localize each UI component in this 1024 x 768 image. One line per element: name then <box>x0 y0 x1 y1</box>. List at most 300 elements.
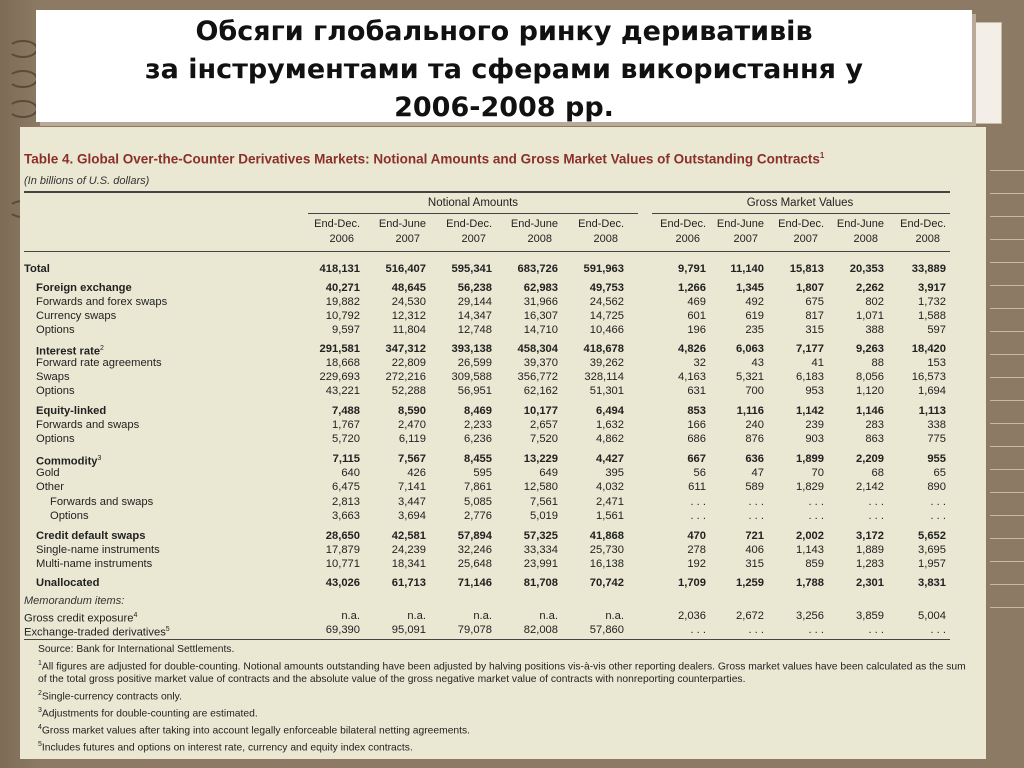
table-cell: 18,668 <box>325 357 360 369</box>
row-label: Total <box>24 263 50 275</box>
table-row <box>20 509 986 523</box>
row-label: Credit default swaps <box>36 530 146 542</box>
column-header-period: End-Dec. <box>446 218 492 230</box>
table-cell: 7,488 <box>332 405 360 417</box>
table-cell: 516,407 <box>385 263 426 275</box>
table-cell: 6,183 <box>796 371 824 383</box>
table-cell: 597 <box>927 324 946 336</box>
table-cell: 3,172 <box>856 530 884 542</box>
column-header-year: 2007 <box>461 233 486 245</box>
table-cell: 859 <box>805 558 824 570</box>
table-cell: 469 <box>687 296 706 308</box>
table-cell: 69,390 <box>325 624 360 636</box>
table-cell: n.a. <box>407 610 426 622</box>
column-header <box>644 217 706 247</box>
table-cell: . . . <box>690 510 706 522</box>
table-cell: 686 <box>687 433 706 445</box>
footnote: Source: Bank for International Settlements. <box>38 644 235 655</box>
table-cell: 4,032 <box>596 481 624 493</box>
table-row <box>20 495 986 509</box>
table-cell: 8,590 <box>398 405 426 417</box>
table-cell: 7,177 <box>796 343 824 355</box>
table-cell: 1,588 <box>918 310 946 322</box>
slide-title-line: Обсяги глобального ринку деривативів <box>195 16 813 47</box>
table-cell: n.a. <box>341 610 360 622</box>
column-header-year: 2006 <box>329 233 354 245</box>
row-label: Forward rate agreements <box>36 357 162 369</box>
table-cell: 9,791 <box>678 263 706 275</box>
row-label: Interest rate$^2$ <box>36 345 104 358</box>
column-header <box>762 217 824 247</box>
table-cell: 25,730 <box>589 544 624 556</box>
table-cell: 240 <box>745 419 764 431</box>
table-cell: 315 <box>745 558 764 570</box>
table-cell: 395 <box>605 467 624 479</box>
table-cell: 418,678 <box>583 343 624 355</box>
column-header-year: 2007 <box>793 233 818 245</box>
table-cell: 22,809 <box>391 357 426 369</box>
column-header <box>430 217 492 247</box>
row-label: Foreign exchange <box>36 282 132 294</box>
table-cell: 876 <box>745 433 764 445</box>
column-header-period: End-June <box>836 218 884 230</box>
table-cell: 18,341 <box>391 558 426 570</box>
table-cell: . . . <box>748 624 764 636</box>
slide-title-line: 2006-2008 рр. <box>394 92 614 123</box>
table-cell: 492 <box>745 296 764 308</box>
table-notes <box>24 643 974 755</box>
column-header-year: 2008 <box>915 233 940 245</box>
table-cell: 56 <box>693 467 706 479</box>
table-row <box>20 576 986 590</box>
table-cell: 1,345 <box>736 282 764 294</box>
table-cell: 1,071 <box>856 310 884 322</box>
table-cell: 5,019 <box>530 510 558 522</box>
table-cell: . . . <box>868 510 884 522</box>
table-cell: 5,085 <box>464 496 492 508</box>
table-row <box>20 480 986 494</box>
table-cell: 1,116 <box>736 405 764 417</box>
table-cell: . . . <box>808 496 824 508</box>
group-header-notional: Notional Amounts <box>427 197 519 209</box>
column-header <box>562 217 624 247</box>
table-cell: 49,753 <box>589 282 624 294</box>
table-cell: 5,652 <box>918 530 946 542</box>
table-cell: 3,859 <box>856 610 884 622</box>
table-cell: 953 <box>805 385 824 397</box>
column-header <box>298 217 360 247</box>
table-row <box>20 323 986 337</box>
table-cell: 3,917 <box>918 282 946 294</box>
table-cell: 71,146 <box>457 577 492 589</box>
table-cell: 32,246 <box>457 544 492 556</box>
table-cell: 17,879 <box>325 544 360 556</box>
table-cell: 903 <box>805 433 824 445</box>
table-cell: 9,597 <box>332 324 360 336</box>
table-cell: 70,742 <box>589 577 624 589</box>
table-cell: 863 <box>865 433 884 445</box>
table-cell: 3,447 <box>398 496 426 508</box>
table-cell: 4,826 <box>678 343 706 355</box>
table-cell: 278 <box>687 544 706 556</box>
table-cell: n.a. <box>473 610 492 622</box>
table-cell: 10,792 <box>325 310 360 322</box>
table-cell: 68 <box>871 467 884 479</box>
table-cell: 48,645 <box>391 282 426 294</box>
table-cell: 5,004 <box>918 610 946 622</box>
table-cell: 4,862 <box>596 433 624 445</box>
row-label: Options <box>50 510 89 522</box>
decorative-swirl <box>8 40 38 58</box>
table-cell: 1,142 <box>796 405 824 417</box>
decorative-swirl <box>8 100 38 118</box>
table-cell: . . . <box>808 624 824 636</box>
table-cell: 1,632 <box>596 419 624 431</box>
footnote: $^1$All figures are adjusted for double-counting. Notional amounts outstanding have been adjusted by halving positions vis-à-vis other reporting dealers. Gross market values have been calculated as the sum of the total gross positive market value of contracts and the absolute value of the gross negative market value of contracts with nonreporting counterparties. <box>38 659 966 686</box>
table-cell: 601 <box>687 310 706 322</box>
table-cell: 82,008 <box>523 624 558 636</box>
table-cell: 8,469 <box>464 405 492 417</box>
table-bottom-rule <box>24 639 950 640</box>
column-header-period: End-Dec. <box>778 218 824 230</box>
table-cell: 426 <box>407 467 426 479</box>
footnote: $^3$Adjustments for double-counting are estimated. <box>38 706 258 720</box>
row-label: Gold <box>36 467 60 479</box>
table-cell: . . . <box>868 496 884 508</box>
footnote: $^5$Includes futures and options on interest rate, currency and equity index contracts. <box>38 740 413 754</box>
column-header-period: End-Dec. <box>314 218 360 230</box>
title-card <box>36 10 972 122</box>
table-cell: 619 <box>745 310 764 322</box>
column-header <box>822 217 884 247</box>
table-row <box>20 309 986 323</box>
table-cell: 328,114 <box>584 371 624 383</box>
table-cell: 16,573 <box>911 371 946 383</box>
row-label: Other <box>36 481 64 493</box>
table-cell: 57,860 <box>589 624 624 636</box>
column-header-period: End-Dec. <box>900 218 946 230</box>
table-row <box>20 529 986 543</box>
table-row <box>20 342 986 356</box>
row-label: Unallocated <box>36 577 100 589</box>
header-bottom-rule <box>24 251 950 252</box>
table-cell: 10,177 <box>523 405 558 417</box>
row-label: Multi-name instruments <box>36 558 153 570</box>
table-cell: 1,259 <box>736 577 764 589</box>
derivatives-table <box>20 127 986 759</box>
table-cell: 2,002 <box>796 530 824 542</box>
table-cell: 283 <box>865 419 884 431</box>
table-cell: 1,561 <box>596 510 624 522</box>
column-header-year: 2007 <box>733 233 758 245</box>
column-header-period: End-Dec. <box>660 218 706 230</box>
table-cell: 11,140 <box>730 263 764 275</box>
table-cell: 62,162 <box>523 385 558 397</box>
column-header <box>496 217 558 247</box>
table-cell: 166 <box>687 419 706 431</box>
table-cell: 2,657 <box>530 419 558 431</box>
table-cell: 47 <box>751 467 764 479</box>
decorative-swirl <box>8 70 38 88</box>
table-cell: 51,301 <box>589 385 624 397</box>
column-header-period: End-Dec. <box>578 218 624 230</box>
table-cell: 25,648 <box>457 558 492 570</box>
table-cell: 43,221 <box>325 385 360 397</box>
table-cell: 1,732 <box>918 296 946 308</box>
table-cell: 235 <box>745 324 764 336</box>
table-cell: 890 <box>927 481 946 493</box>
table-cell: n.a. <box>605 610 624 622</box>
column-header-period: End-June <box>510 218 558 230</box>
table-cell: 2,233 <box>464 419 492 431</box>
table-cell: 2,262 <box>856 282 884 294</box>
table-cell: 15,813 <box>789 263 824 275</box>
table-cell: 39,370 <box>523 357 558 369</box>
table-cell: 10,771 <box>325 558 360 570</box>
table-cell: . . . <box>748 496 764 508</box>
memorandum-title: Memorandum items: <box>24 595 125 607</box>
table-row <box>20 262 986 276</box>
row-label: Options <box>36 324 75 336</box>
table-cell: 11,804 <box>392 324 426 336</box>
table-cell: 40,271 <box>325 282 360 294</box>
table-cell: 3,695 <box>918 544 946 556</box>
column-header-period: End-June <box>716 218 764 230</box>
table-cell: 24,530 <box>391 296 426 308</box>
table-cell: 6,494 <box>596 405 624 417</box>
table-cell: 79,078 <box>457 624 492 636</box>
table-cell: 2,470 <box>398 419 426 431</box>
table-cell: 7,561 <box>530 496 558 508</box>
table-cell: 817 <box>805 310 824 322</box>
table-row <box>20 281 986 295</box>
table-row <box>20 543 986 557</box>
table-cell: . . . <box>808 510 824 522</box>
table-cell: 1,146 <box>856 405 884 417</box>
table-cell: 14,710 <box>523 324 558 336</box>
footnote: $^4$Gross market values after taking into account legally enforceable bilateral netting agreements. <box>38 723 471 737</box>
table-cell: 470 <box>687 530 706 542</box>
table-cell: 43,026 <box>325 577 360 589</box>
table-cell: 1,120 <box>856 385 884 397</box>
table-cell: 20,353 <box>849 263 884 275</box>
table-cell: 393,138 <box>451 343 492 355</box>
table-top-rule <box>24 191 950 193</box>
table-cell: 32 <box>693 357 706 369</box>
table-cell: 41,868 <box>589 530 624 542</box>
table-cell: 39,262 <box>589 357 624 369</box>
table-cell: 775 <box>927 433 946 445</box>
table-cell: 1,694 <box>918 385 946 397</box>
table-cell: 9,263 <box>856 343 884 355</box>
table-row <box>20 418 986 432</box>
row-label: Currency swaps <box>36 310 117 322</box>
table-cell: 88 <box>871 357 884 369</box>
table-cell: 338 <box>927 419 946 431</box>
table-cell: . . . <box>930 624 946 636</box>
table-cell: 309,588 <box>451 371 492 383</box>
table-cell: 356,772 <box>517 371 558 383</box>
table-cell: 52,288 <box>391 385 426 397</box>
table-cell: 591,963 <box>583 263 624 275</box>
table-cell: 675 <box>805 296 824 308</box>
table-cell: 7,115 <box>332 453 360 465</box>
table-cell: 26,599 <box>457 357 492 369</box>
table-cell: 16,307 <box>523 310 558 322</box>
table-cell: 24,562 <box>589 296 624 308</box>
table-cell: 1,899 <box>796 453 824 465</box>
memorandum-row <box>20 623 986 637</box>
table-row <box>20 295 986 309</box>
slide-title-line: за інструментами та сферами використання у <box>144 54 864 85</box>
table-cell: . . . <box>930 496 946 508</box>
table-cell: 589 <box>745 481 764 493</box>
table-cell: 272,216 <box>385 371 426 383</box>
table-cell: 57,325 <box>523 530 558 542</box>
table-row <box>20 356 986 370</box>
table-cell: 1,143 <box>796 544 824 556</box>
table-cell: 649 <box>539 467 558 479</box>
table-row <box>20 370 986 384</box>
table-cell: 683,726 <box>517 263 558 275</box>
table-cell: . . . <box>868 624 884 636</box>
table-cell: 2,776 <box>464 510 492 522</box>
row-label: Single-name instruments <box>36 544 160 556</box>
table-cell: 153 <box>927 357 946 369</box>
table-cell: 1,767 <box>332 419 360 431</box>
table-cell: 31,966 <box>523 296 558 308</box>
row-label: Equity-linked <box>36 405 107 417</box>
table-row <box>20 404 986 418</box>
table-cell: 667 <box>687 453 706 465</box>
table-cell: 1,709 <box>678 577 706 589</box>
table-cell: 8,056 <box>856 371 884 383</box>
table-cell: 6,236 <box>464 433 492 445</box>
column-header <box>884 217 946 247</box>
table-cell: 14,347 <box>457 310 492 322</box>
table-cell: 955 <box>927 453 946 465</box>
table-cell: 1,829 <box>796 481 824 493</box>
table-cell: . . . <box>690 496 706 508</box>
table-row <box>20 557 986 571</box>
table-cell: 1,283 <box>856 558 884 570</box>
table-cell: 4,163 <box>678 371 706 383</box>
table-cell: . . . <box>748 510 764 522</box>
row-label: Commodity$^3$ <box>36 455 102 468</box>
table-cell: 12,748 <box>457 324 492 336</box>
table-cell: 61,713 <box>391 577 426 589</box>
table-cell: 631 <box>687 385 706 397</box>
table-cell: n.a. <box>539 610 558 622</box>
row-label: Forwards and swaps <box>36 419 140 431</box>
group-rule-notional <box>308 213 638 214</box>
table-cell: 70 <box>811 467 824 479</box>
table-cell: 2,301 <box>856 577 884 589</box>
table-cell: 95,091 <box>391 624 426 636</box>
table-cell: 1,957 <box>918 558 946 570</box>
table-cell: 192 <box>687 558 706 570</box>
table-cell: 229,693 <box>319 371 360 383</box>
table-cell: 81,708 <box>523 577 558 589</box>
table-cell: 2,672 <box>736 610 764 622</box>
table-cell: 347,312 <box>385 343 426 355</box>
table-cell: 29,144 <box>457 296 492 308</box>
table-cell: 56,238 <box>457 282 492 294</box>
table-cell: 239 <box>805 419 824 431</box>
table-cell: 853 <box>687 405 706 417</box>
table-cell: 196 <box>687 324 706 336</box>
table-row <box>20 452 986 466</box>
table-cell: 4,427 <box>596 453 624 465</box>
table-cell: 3,663 <box>332 510 360 522</box>
table-cell: 1,788 <box>796 577 824 589</box>
footnote: $^2$Single-currency contracts only. <box>38 689 182 703</box>
table-cell: 1,113 <box>918 405 946 417</box>
column-header-year: 2006 <box>675 233 700 245</box>
table-cell: 57,894 <box>457 530 492 542</box>
table-cell: 10,466 <box>589 324 624 336</box>
column-header <box>364 217 426 247</box>
table-cell: 12,580 <box>523 481 558 493</box>
table-cell: 41 <box>811 357 824 369</box>
row-label: Options <box>36 385 75 397</box>
table-cell: 1,807 <box>796 282 824 294</box>
row-label: Gross credit exposure$^4$ <box>24 612 138 625</box>
table-title: Table 4. Global Over-the-Counter Derivatives Markets: Notional Amounts and Gross Market Values of Outstanding Contracts$^1$ <box>24 151 825 167</box>
table-cell: 6,475 <box>332 481 360 493</box>
table-cell: 2,036 <box>678 610 706 622</box>
table-subtitle: (In billions of U.S. dollars) <box>24 175 150 187</box>
table-cell: 406 <box>745 544 764 556</box>
table-cell: 16,138 <box>589 558 624 570</box>
table-cell: 6,063 <box>736 343 764 355</box>
table-cell: 12,312 <box>391 310 426 322</box>
table-cell: . . . <box>930 510 946 522</box>
right-decoration <box>990 170 1024 730</box>
table-cell: 595 <box>473 467 492 479</box>
table-cell: 65 <box>933 467 946 479</box>
table-cell: 636 <box>745 453 764 465</box>
table-cell: 418,131 <box>319 263 360 275</box>
table-cell: 19,882 <box>325 296 360 308</box>
column-header-year: 2007 <box>395 233 420 245</box>
table-cell: 3,256 <box>796 610 824 622</box>
table-row <box>20 432 986 446</box>
table-cell: 5,321 <box>736 371 764 383</box>
table-cell: 1,889 <box>856 544 884 556</box>
row-label: Forwards and swaps <box>50 496 154 508</box>
slide-title <box>36 10 972 127</box>
table-cell: 458,304 <box>517 343 558 355</box>
table-cell: 595,341 <box>451 263 492 275</box>
table-cell: 291,581 <box>319 343 360 355</box>
table-cell: 33,334 <box>523 544 558 556</box>
table-cell: 1,266 <box>678 282 706 294</box>
column-header-year: 2008 <box>853 233 878 245</box>
table-cell: 7,141 <box>398 481 426 493</box>
group-rule-gross <box>652 213 950 214</box>
table-cell: 640 <box>341 467 360 479</box>
memorandum-row <box>20 609 986 623</box>
row-label: Options <box>36 433 75 445</box>
table-cell: 700 <box>745 385 764 397</box>
table-cell: 3,694 <box>398 510 426 522</box>
table-cell: 388 <box>865 324 884 336</box>
table-cell: 18,420 <box>911 343 946 355</box>
table-cell: 5,720 <box>332 433 360 445</box>
table-row <box>20 384 986 398</box>
table-cell: 6,119 <box>398 433 426 445</box>
